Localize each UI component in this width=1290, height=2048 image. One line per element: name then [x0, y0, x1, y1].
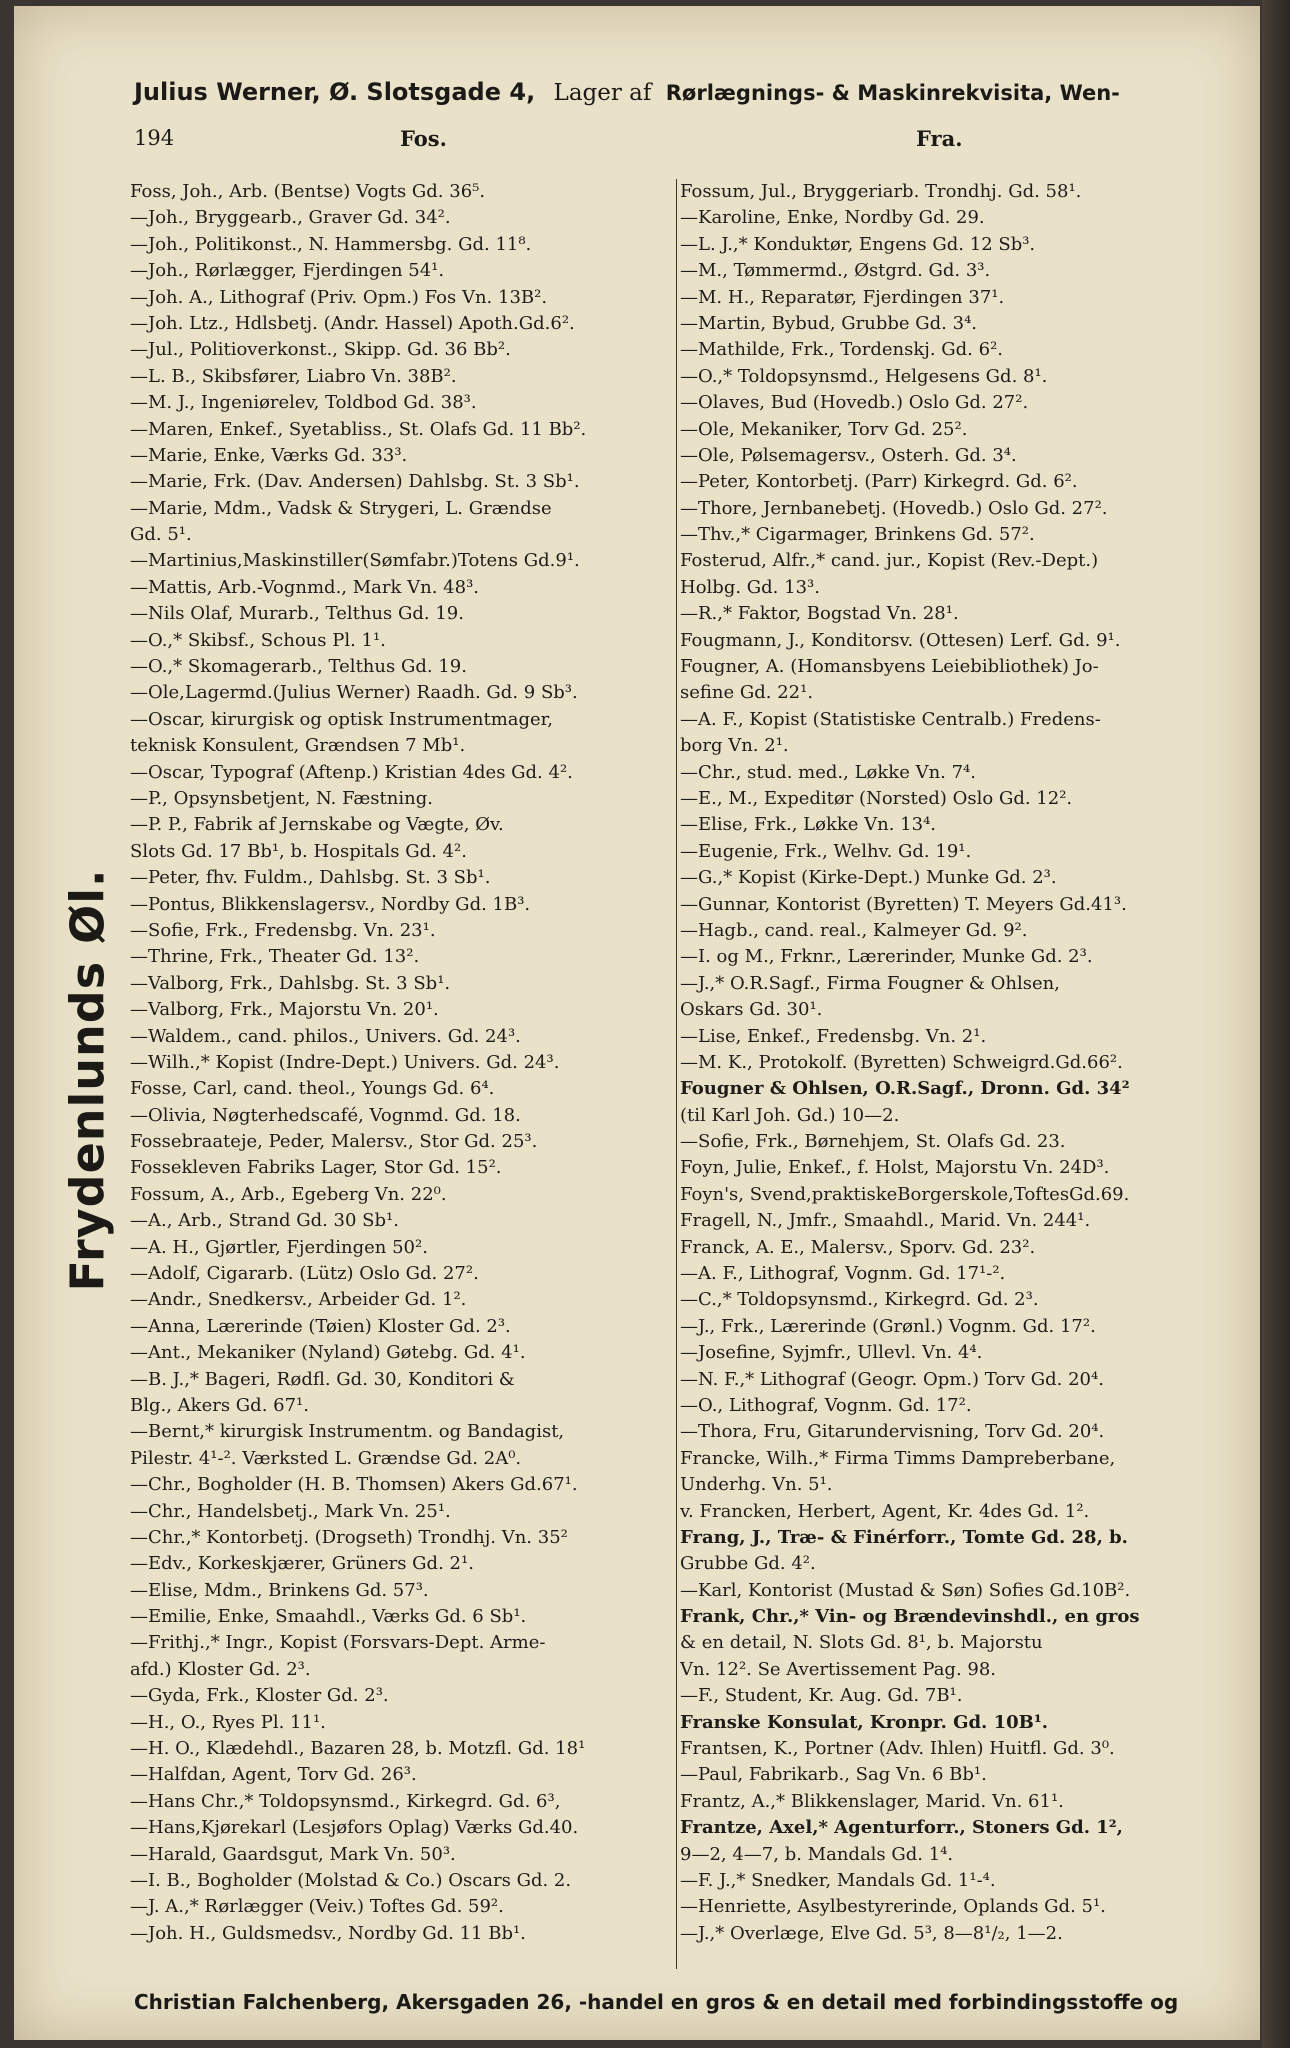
- directory-entry-line: —Chr., Bogholder (H. B. Thomsen) Akers Gd.67¹.: [130, 1474, 578, 1496]
- directory-entry-line: —G.,* Kopist (Kirke-Dept.) Munke Gd. 2³.: [680, 867, 1057, 889]
- directory-entry-line: —Joh. H., Guldsmedsv., Nordby Gd. 11 Bb¹.: [130, 1922, 526, 1944]
- directory-entry-line: —A., Arb., Strand Gd. 30 Sb¹.: [130, 1210, 399, 1232]
- directory-entry-line: —Marie, Frk. (Dav. Andersen) Dahlsbg. St. 3 Sb¹.: [130, 471, 580, 493]
- directory-entry-line: Oskars Gd. 30¹.: [680, 999, 823, 1021]
- directory-entry-line: —Ole, Pølsemagersv., Osterh. Gd. 3⁴.: [680, 444, 1017, 466]
- directory-entry-line: —Pontus, Blikkenslagersv., Nordby Gd. 1B³.: [130, 893, 531, 915]
- left-column: [130, 179, 674, 2015]
- directory-entry-line: Gd. 5¹.: [130, 524, 192, 546]
- directory-entry-line: —Joh. A., Lithograf (Priv. Opm.) Fos Vn. 13B².: [130, 286, 548, 308]
- directory-entry-line: Blg., Akers Gd. 67¹.: [130, 1394, 309, 1416]
- directory-entry-line: —Thrine, Frk., Theater Gd. 13².: [130, 946, 420, 968]
- directory-entry-line: —Chr., Handelsbetj., Mark Vn. 25¹.: [130, 1500, 451, 1522]
- directory-entry-line: —Olaves, Bud (Hovedb.) Oslo Gd. 27².: [680, 392, 1029, 414]
- header-advertisement: [134, 78, 1214, 118]
- directory-entry-line: —P., Opsynsbetjent, N. Fæstning.: [130, 787, 433, 809]
- directory-entry-line: —Thv.,* Cigarmager, Brinkens Gd. 57².: [680, 524, 1035, 546]
- directory-entry-line: —M. K., Protokolf. (Byretten) Schweigrd.Gd.66².: [680, 1051, 1123, 1073]
- running-header: [134, 126, 1214, 160]
- directory-entry-line: —Henriette, Asylbestyrerinde, Oplands Gd. 5¹.: [680, 1896, 1106, 1918]
- directory-entry-line: —Elise, Mdm., Brinkens Gd. 57³.: [130, 1579, 429, 1601]
- directory-entry-line: Fougner, A. (Homansbyens Leiebibliothek) Jo-: [680, 656, 1099, 678]
- directory-entry-line: Slots Gd. 17 Bb¹, b. Hospitals Gd. 4².: [130, 840, 467, 862]
- directory-entry-line: —L. J.,* Konduktør, Engens Gd. 12 Sb³.: [680, 233, 1036, 255]
- directory-entry-line: Grubbe Gd. 4².: [680, 1553, 816, 1575]
- directory-entry-line: Franck, A. E., Malersv., Sporv. Gd. 23².: [680, 1236, 1036, 1258]
- directory-entry-line: —Maren, Enkef., Syetabliss., St. Olafs Gd. 11 Bb².: [130, 418, 587, 440]
- sidebar-ad-text: Frydenlunds Øl.: [60, 868, 114, 1292]
- directory-entry-line: Foyn, Julie, Enkef., f. Holst, Majorstu Vn. 24D³.: [680, 1157, 1110, 1179]
- directory-entry-line: —C.,* Toldopsynsmd., Kirkegrd. Gd. 2³.: [680, 1289, 1039, 1311]
- directory-entry-line: —O.,* Skomagerarb., Telthus Gd. 19.: [130, 656, 467, 678]
- directory-entry-line: —Josefine, Syjmfr., Ullevl. Vn. 4⁴.: [680, 1342, 983, 1364]
- directory-entry-line: —Mattis, Arb.-Vognmd., Mark Vn. 48³.: [130, 576, 480, 598]
- directory-entry-line: (til Karl Joh. Gd.) 10—2.: [680, 1104, 900, 1126]
- directory-entry-line: —R.,* Faktor, Bogstad Vn. 28¹.: [680, 603, 959, 625]
- directory-entry-line: —Harald, Gaardsgut, Mark Vn. 50³.: [130, 1843, 456, 1865]
- directory-entry-line: —A. H., Gjørtler, Fjerdingen 50².: [130, 1236, 428, 1258]
- directory-entry-line: —Hagb., cand. real., Kalmeyer Gd. 9².: [680, 919, 1028, 941]
- directory-entry-line: —Lise, Enkef., Fredensbg. Vn. 2¹.: [680, 1025, 987, 1047]
- directory-entry-line: —H., O., Ryes Pl. 11¹.: [130, 1711, 326, 1733]
- directory-entry-line: —Nils Olaf, Murarb., Telthus Gd. 19.: [130, 603, 464, 625]
- directory-entry-line: —Bernt,* kirurgisk Instrumentm. og Bandagist,: [130, 1421, 565, 1443]
- directory-entry-line: borg Vn. 2¹.: [680, 735, 789, 757]
- catchword-right: Fra.: [916, 126, 963, 151]
- directory-entry-line: Pilestr. 4¹-². Værksted L. Grændse Gd. 2A⁰.: [130, 1447, 522, 1469]
- directory-entry-line: Fougner & Ohlsen, O.R.Sagf., Dronn. Gd. 34²: [680, 1078, 1130, 1100]
- directory-entry-line: —F. J.,* Snedker, Mandals Gd. 1¹-⁴.: [680, 1870, 996, 1891]
- directory-entry-line: —Eugenie, Frk., Welhv. Gd. 19¹.: [680, 840, 972, 862]
- directory-entry-line: —Adolf, Cigararb. (Lütz) Oslo Gd. 27².: [130, 1263, 479, 1285]
- directory-entry-line: —J.,* O.R.Sagf., Firma Fougner & Ohlsen,: [680, 972, 1060, 994]
- directory-entry-line: Underhg. Vn. 5¹.: [680, 1474, 833, 1496]
- directory-entry-line: —I. og M., Frknr., Lærerinder, Munke Gd. 2³.: [680, 946, 1093, 968]
- directory-entry-line: —Valborg, Frk., Dahlsbg. St. 3 Sb¹.: [130, 972, 451, 994]
- directory-entry-line: —Martinius,Maskinstiller(Sømfabr.)Totens Gd.9¹.: [130, 550, 580, 572]
- directory-entry-line: —M. H., Reparatør, Fjerdingen 37¹.: [680, 286, 1005, 308]
- directory-entry-line: Frantsen, K., Portner (Adv. Ihlen) Huitfl. Gd. 3⁰.: [680, 1738, 1115, 1760]
- directory-entry-line: Francke, Wilh.,* Firma Timms Dampreberbane,: [680, 1447, 1116, 1469]
- directory-entry-line: —O.,* Skibsf., Schous Pl. 1¹.: [130, 629, 386, 651]
- directory-entry-line: —Karl, Kontorist (Mustad & Søn) Sofies Gd.10B².: [680, 1579, 1131, 1601]
- advertiser-name: Julius Werner, Ø. Slotsgade 4,: [134, 78, 536, 106]
- directory-entry-line: v. Francken, Herbert, Agent, Kr. 4des Gd. 1².: [680, 1500, 1090, 1522]
- directory-entry-line: Fossum, A., Arb., Egeberg Vn. 22⁰.: [130, 1183, 447, 1205]
- directory-entry-line: Foyn's, Svend,praktiskeBorgerskole,ToftesGd.69.: [680, 1183, 1130, 1205]
- directory-entry-line: Foss, Joh., Arb. (Bentse) Vogts Gd. 36⁵.: [130, 181, 486, 202]
- directory-entry-line: —Peter, Kontorbetj. (Parr) Kirkegrd. Gd. 6².: [680, 471, 1078, 493]
- directory-entry-line: —A. F., Lithograf, Vognm. Gd. 17¹-².: [680, 1263, 1006, 1285]
- directory-entry-line: Fragell, N., Jmfr., Smaahdl., Marid. Vn. 244¹.: [680, 1210, 1091, 1232]
- directory-entry-line: Fossekleven Fabriks Lager, Stor Gd. 15².: [130, 1157, 502, 1179]
- right-column: [680, 179, 1224, 2015]
- directory-entry-line: —Joh. Ltz., Hdlsbetj. (Andr. Hassel) Apoth.Gd.6².: [130, 312, 575, 334]
- advertised-goods: Rørlægnings- & Maskinrekvisita, Wen-: [665, 81, 1120, 105]
- directory-entry-line: —Wilh.,* Kopist (Indre-Dept.) Univers. Gd. 24³.: [130, 1051, 560, 1073]
- directory-entry-line: —Jul., Politioverkonst., Skipp. Gd. 36 Bb².: [130, 339, 511, 361]
- directory-entry-line: Fougmann, J., Konditorsv. (Ottesen) Lerf. Gd. 9¹.: [680, 629, 1121, 651]
- directory-entry-line: —Thore, Jernbanebetj. (Hovedb.) Oslo Gd. 27².: [680, 497, 1108, 519]
- directory-entry-line: —J.,* Overlæge, Elve Gd. 5³, 8—8¹/₂, 1—2.: [680, 1922, 1063, 1944]
- page-edge: [1262, 0, 1290, 2048]
- directory-entry-line: & en detail, N. Slots Gd. 8¹, b. Majorstu: [680, 1632, 1043, 1654]
- directory-entry-line: Frang, J., Træ- & Finérforr., Tomte Gd. 28, b.: [680, 1526, 1128, 1548]
- sidebar-advertisement: [52, 868, 122, 1292]
- directory-entry-line: —Sofie, Frk., Fredensbg. Vn. 23¹.: [130, 919, 436, 941]
- directory-entry-line: —A. F., Kopist (Statistiske Centralb.) Fredens-: [680, 708, 1101, 730]
- directory-entry-line: —Thora, Fru, Gitarundervisning, Torv Gd. 20⁴.: [680, 1421, 1105, 1443]
- directory-entry-line: —H. O., Klædehdl., Bazaren 28, b. Motzfl. Gd. 18¹: [130, 1738, 586, 1760]
- directory-entry-line: —Anna, Lærerinde (Tøien) Kloster Gd. 2³.: [130, 1315, 511, 1337]
- directory-entry-line: —M. J., Ingeniørelev, Toldbod Gd. 38³.: [130, 392, 477, 414]
- directory-entry-line: Fossum, Jul., Bryggeriarb. Trondhj. Gd. 58¹.: [680, 181, 1082, 202]
- directory-entry-line: Frantze, Axel,* Agenturforr., Stoners Gd. 1²,: [680, 1817, 1123, 1839]
- directory-entry-line: —L. B., Skibsfører, Liabro Vn. 38B².: [130, 365, 457, 387]
- directory-entry-line: —Oscar, Typograf (Aftenp.) Kristian 4des Gd. 4².: [130, 761, 573, 783]
- directory-entry-line: —Oscar, kirurgisk og optisk Instrumentmager,: [130, 708, 554, 730]
- directory-entry-line: —Frithj.,* Ingr., Kopist (Forsvars-Dept. Arme-: [130, 1632, 546, 1654]
- directory-entry-line: —Marie, Enke, Værks Gd. 33³.: [130, 444, 408, 466]
- directory-entry-line: —Gunnar, Kontorist (Byretten) T. Meyers Gd.41³.: [680, 893, 1127, 915]
- directory-entry-line: Fosterud, Alfr.,* cand. jur., Kopist (Rev.-Dept.): [680, 550, 1099, 572]
- directory-entry-line: —Joh., Rørlægger, Fjerdingen 54¹.: [130, 260, 445, 282]
- directory-entry-line: —Joh., Bryggearb., Graver Gd. 34².: [130, 207, 451, 229]
- directory-entry-line: —Waldem., cand. philos., Univers. Gd. 24³.: [130, 1025, 521, 1047]
- directory-entry-line: —Halfdan, Agent, Torv Gd. 26³.: [130, 1764, 417, 1786]
- directory-entry-line: —Hans Chr.,* Toldopsynsmd., Kirkegrd. Gd. 6³,: [130, 1790, 561, 1812]
- directory-entry-line: —Edv., Korkeskjærer, Grüners Gd. 2¹.: [130, 1553, 474, 1575]
- directory-entry-line: Frank, Chr.,* Vin- og Brændevinshdl., en gros: [680, 1606, 1140, 1628]
- directory-entry-line: —Marie, Mdm., Vadsk & Strygeri, L. Grændse: [130, 497, 552, 519]
- directory-entry-line: —Ole,Lagermd.(Julius Werner) Raadh. Gd. 9 Sb³.: [130, 682, 578, 704]
- directory-entry-line: Frantz, A.,* Blikkenslager, Marid. Vn. 61¹.: [680, 1790, 1064, 1812]
- directory-entry-line: —B. J.,* Bageri, Rødfl. Gd. 30, Konditori &: [130, 1368, 515, 1390]
- directory-entry-line: —Mathilde, Frk., Tordenskj. Gd. 6².: [680, 339, 1004, 361]
- directory-entry-line: —Gyda, Frk., Kloster Gd. 2³.: [130, 1685, 389, 1707]
- directory-entry-line: Vn. 12². Se Avertissement Pag. 98.: [680, 1658, 997, 1680]
- footer-advertisement: Christian Falchenberg, Akersgaden 26, -handel en gros & en detail med forbindingsstoffe og: [134, 1990, 1179, 2014]
- directory-entry-line: —Hans,Kjørekarl (Lesjøfors Oplag) Værks Gd.40.: [130, 1817, 579, 1839]
- directory-entry-line: —M., Tømmermd., Østgrd. Gd. 3³.: [680, 260, 991, 282]
- directory-entry-line: Fosse, Carl, cand. theol., Youngs Gd. 6⁴.: [130, 1078, 495, 1100]
- directory-entry-line: —N. F.,* Lithograf (Geogr. Opm.) Torv Gd. 20⁴.: [680, 1368, 1104, 1390]
- directory-entry-line: —F., Student, Kr. Aug. Gd. 7B¹.: [680, 1685, 963, 1707]
- catchword-left: Fos.: [400, 126, 447, 151]
- directory-entry-line: —Emilie, Enke, Smaahdl., Værks Gd. 6 Sb¹.: [130, 1606, 527, 1628]
- page-number: 194: [134, 126, 175, 150]
- directory-entry-line: afd.) Kloster Gd. 2³.: [130, 1658, 311, 1680]
- directory-entry-line: Holbg. Gd. 13³.: [680, 576, 820, 598]
- directory-entry-line: —Andr., Snedkersv., Arbeider Gd. 1².: [130, 1289, 467, 1311]
- directory-entry-line: —E., M., Expeditør (Norsted) Oslo Gd. 12².: [680, 787, 1073, 809]
- directory-entry-line: —O., Lithograf, Vognm. Gd. 17².: [680, 1394, 972, 1416]
- directory-entry-line: —Paul, Fabrikarb., Sag Vn. 6 Bb¹.: [680, 1764, 987, 1786]
- directory-entry-line: —Chr., stud. med., Løkke Vn. 7⁴.: [680, 761, 976, 783]
- directory-entry-line: —I. B., Bogholder (Molstad & Co.) Oscars Gd. 2.: [130, 1870, 572, 1891]
- directory-entry-line: —Karoline, Enke, Nordby Gd. 29.: [680, 207, 985, 229]
- directory-entry-line: —Elise, Frk., Løkke Vn. 13⁴.: [680, 814, 937, 836]
- directory-entry-line: —Peter, fhv. Fuldm., Dahlsbg. St. 3 Sb¹.: [130, 867, 491, 889]
- directory-entry-line: —Ant., Mekaniker (Nyland) Gøtebg. Gd. 4¹.: [130, 1342, 526, 1364]
- directory-entry-line: —Olivia, Nøgterhedscafé, Vognmd. Gd. 18.: [130, 1104, 521, 1126]
- directory-entry-line: —Ole, Mekaniker, Torv Gd. 25².: [680, 418, 968, 440]
- directory-entry-line: —J., Frk., Lærerinde (Grønl.) Vognm. Gd. 17².: [680, 1315, 1096, 1337]
- directory-entry-line: —Valborg, Frk., Majorstu Vn. 20¹.: [130, 999, 439, 1021]
- advertisement-text: Lager af: [553, 80, 652, 106]
- directory-entry-line: —P. P., Fabrik af Jernskabe og Vægte, Øv.: [130, 814, 504, 836]
- directory-entry-line: —Martin, Bybud, Grubbe Gd. 3⁴.: [680, 312, 977, 334]
- directory-entry-line: —Chr.,* Kontorbetj. (Drogseth) Trondhj. Vn. 35²: [130, 1526, 568, 1548]
- directory-entry-line: teknisk Konsulent, Grændsen 7 Mb¹.: [130, 735, 466, 757]
- column-divider: [676, 179, 677, 1969]
- directory-entry-line: 9—2, 4—7, b. Mandals Gd. 1⁴.: [680, 1843, 954, 1865]
- directory-entry-line: Fossebraateje, Peder, Malersv., Stor Gd. 25³.: [130, 1131, 538, 1153]
- directory-entry-line: —J. A.,* Rørlægger (Veiv.) Toftes Gd. 59².: [130, 1896, 504, 1918]
- directory-entry-line: sefine Gd. 22¹.: [680, 682, 814, 704]
- directory-entry-line: —Sofie, Frk., Børnehjem, St. Olafs Gd. 23.: [680, 1131, 1066, 1153]
- directory-entry-line: —Joh., Politikonst., N. Hammersbg. Gd. 11⁸.: [130, 233, 532, 255]
- directory-entry-line: —O.,* Toldopsynsmd., Helgesens Gd. 8¹.: [680, 365, 1048, 387]
- directory-entry-line: Franske Konsulat, Kronpr. Gd. 10B¹.: [680, 1711, 1049, 1733]
